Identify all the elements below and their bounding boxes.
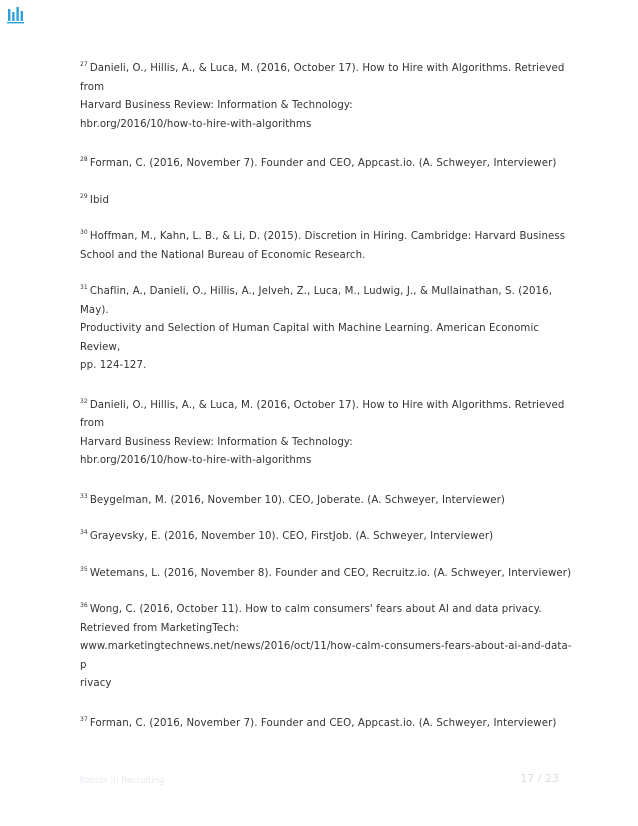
reference-text-line: rivacy [80,678,112,689]
reference-entry [80,283,572,376]
footnote-number: 31 [80,284,88,291]
reference-text-line: www.marketingtechnews.net/news/2016/oct/11/how-calm-consumers-fears-about-ai-and-data-p [80,641,572,671]
reference-entry [80,192,572,211]
reference-text-line: Beygelman, M. (2016, November 10). CEO, Joberate. (A. Schweyer, Interviewer) [89,494,506,506]
reference-text-line: hbr.org/2016/10/how-to-hire-with-algorithms [80,118,312,130]
reference-text-line: Harvard Business Review: Information & Technology: [80,436,353,448]
reference-text-line: Chaflin, A., Danieli, O., Hillis, A., Jelveh, Z., Luca, M., Ludwig, J., & Mullainathan, S. (2016, May). [80,286,553,316]
reference-list [80,60,572,733]
reference-entry [80,155,572,174]
footnote-number: 34 [80,529,88,536]
reference-entry [80,60,572,134]
reference-text-line: Forman, C. (2016, November 7). Founder and CEO, Appcast.io. (A. Schweyer, Interviewer) [89,158,557,169]
reference-text-line: hbr.org/2016/10/how-to-hire-with-algorithms [80,455,312,466]
reference-text-line: Productivity and Selection of Human Capital with Machine Learning. American Economic Review, [80,323,540,353]
reference-text-line: Wetemans, L. (2016, November 8). Founder and CEO, Recruitz.io. (A. Schweyer, Interviewer) [89,567,572,579]
reference-text-line: School and the National Bureau of Economic Research. [80,249,366,261]
footnote-number: 28 [80,156,88,163]
footnote-number: 36 [80,602,88,609]
footnote-number: 37 [80,715,88,723]
footnote-number: 29 [80,192,88,200]
footnote-number: 32 [80,397,88,405]
reference-text-line: Danieli, O., Hillis, A., & Luca, M. (2016, October 17). How to Hire with Algorithms. Retrieved from [80,63,565,93]
reference-text-line: Retrieved from MarketingTech: [80,622,240,634]
reference-text-line: Forman, C. (2016, November 7). Founder and CEO, Appcast.io. (A. Schweyer, Interviewer) [89,717,557,729]
reference-entry [80,397,572,471]
footnote-number: 35 [80,565,88,573]
reference-entry [80,228,572,265]
reference-text-line: pp. 124-127. [80,360,147,371]
bar-chart-logo-icon [7,6,25,24]
reference-entry [80,715,572,734]
reference-entry [80,528,572,547]
reference-entry [80,492,572,511]
footnote-number: 27 [80,61,88,68]
reference-text-line: Ibid [89,194,110,206]
footnote-number: 33 [80,492,88,500]
reference-text-line: Harvard Business Review: Information & Technology: [80,100,353,111]
reference-text-line: Wong, C. (2016, October 11). How to calm consumers' fears about AI and data privacy. [89,604,542,615]
reference-text-line: Grayevsky, E. (2016, November 10). CEO, FirstJob. (A. Schweyer, Interviewer) [89,531,494,542]
page-number: 17 / 23 [520,772,559,785]
reference-entry [80,565,572,584]
footnote-number: 30 [80,229,88,236]
reference-text-line: Hoffman, M., Kahn, L. B., & Li, D. (2015). Discretion in Hiring. Cambridge: Harvard Business [89,231,566,242]
footer-document-title: Robots in Recruiting [79,776,165,786]
reference-text-line: Danieli, O., Hillis, A., & Luca, M. (2016, October 17). How to Hire with Algorithms. Retrieved from [80,399,565,429]
reference-entry [80,601,572,694]
